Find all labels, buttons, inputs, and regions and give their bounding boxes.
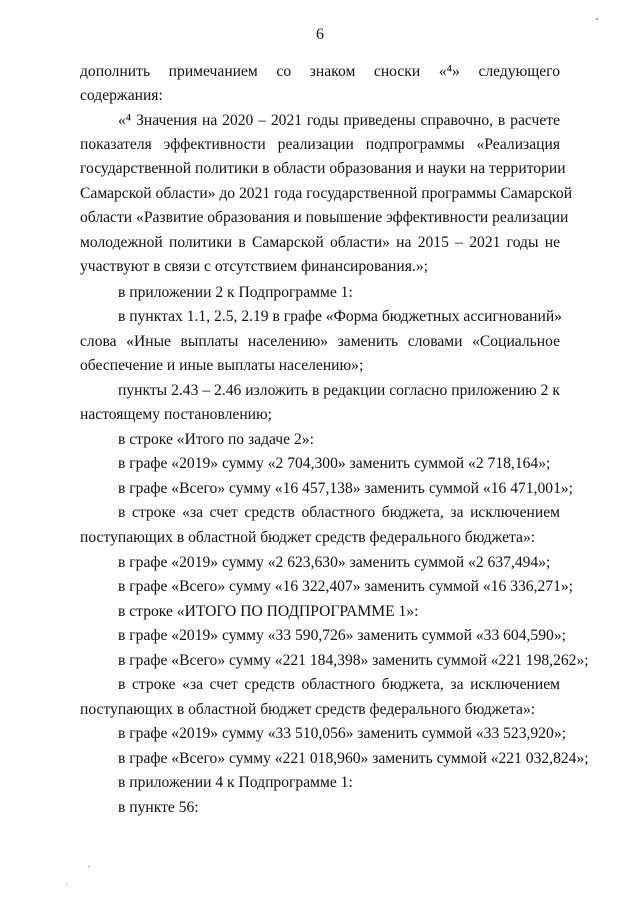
text-line: Самарской области» до 2021 года государственной программы Самарской bbox=[80, 185, 573, 202]
text-line: в приложении 4 к Подпрограмме 1: bbox=[118, 774, 353, 791]
scan-speck bbox=[66, 884, 67, 885]
text-line: поступающих в областной бюджет средств федерального бюджета»: bbox=[80, 529, 536, 546]
text-line: в графе «2019» сумму «33 590,726» заменить суммой «33 604,590»; bbox=[118, 627, 566, 644]
scan-speck bbox=[596, 18, 598, 20]
text-line: в приложении 2 к Подпрограмме 1: bbox=[118, 284, 353, 301]
text-line: области «Развитие образования и повышение эффективности реализации bbox=[80, 209, 569, 226]
text-line: настоящему постановлению; bbox=[80, 406, 273, 423]
text-line: пункты 2.43 – 2.46 изложить в редакции согласно приложению 2 к bbox=[118, 382, 560, 399]
page-number: 6 bbox=[316, 26, 324, 43]
text-line: в графе «2019» сумму «33 510,056» заменить суммой «33 523,920»; bbox=[118, 725, 566, 742]
text-line: участвуют в связи с отсутствием финансирования.»; bbox=[80, 258, 428, 275]
text-line: в графе «Всего» сумму «16 457,138» заменить суммой «16 471,001»; bbox=[118, 480, 573, 497]
text-line: в строке «Итого по задаче 2»: bbox=[118, 431, 314, 448]
scan-speck bbox=[88, 866, 90, 867]
text-line: в графе «Всего» сумму «221 184,398» заменить суммой «221 198,262»; bbox=[118, 652, 589, 669]
text-line: показателя эффективности реализации подпрограммы «Реализация bbox=[80, 136, 560, 153]
text-line: в строке «за счет средств областного бюджета, за исключением bbox=[118, 504, 560, 521]
text-line: слова «Иные выплаты населению» заменить словами «Социальное bbox=[80, 333, 560, 350]
text-line: молодежной политики в Самарской области» на 2015 – 2021 годы не bbox=[80, 234, 560, 251]
text-line: «⁴ Значения на 2020 – 2021 годы приведены справочно, в расчете bbox=[118, 112, 560, 129]
text-line: поступающих в областной бюджет средств федерального бюджета»: bbox=[80, 701, 536, 718]
text-line: в графе «2019» сумму «2 623,630» заменить суммой «2 637,494»; bbox=[118, 554, 551, 571]
text-line: в пунктах 1.1, 2.5, 2.19 в графе «Форма бюджетных ассигнований» bbox=[118, 308, 562, 325]
text-line: обеспечение и иные выплаты населению»; bbox=[80, 357, 364, 374]
text-line: в строке «ИТОГО ПО ПОДПРОГРАММЕ 1»: bbox=[118, 603, 419, 620]
text-line: содержания: bbox=[80, 87, 163, 104]
text-line: в графе «Всего» сумму «16 322,407» заменить суммой «16 336,271»; bbox=[118, 578, 573, 595]
text-line: в графе «Всего» сумму «221 018,960» заменить суммой «221 032,824»; bbox=[118, 750, 589, 767]
text-line: государственной политики в области образования и науки на территории bbox=[80, 160, 566, 177]
text-line: в строке «за счет средств областного бюджета, за исключением bbox=[118, 676, 560, 693]
text-line: дополнить примечанием со знаком сноски «⁴» следующего bbox=[80, 63, 560, 80]
text-line: в пункте 56: bbox=[118, 799, 199, 816]
text-line: в графе «2019» сумму «2 704,300» заменить суммой «2 718,164»; bbox=[118, 455, 551, 472]
